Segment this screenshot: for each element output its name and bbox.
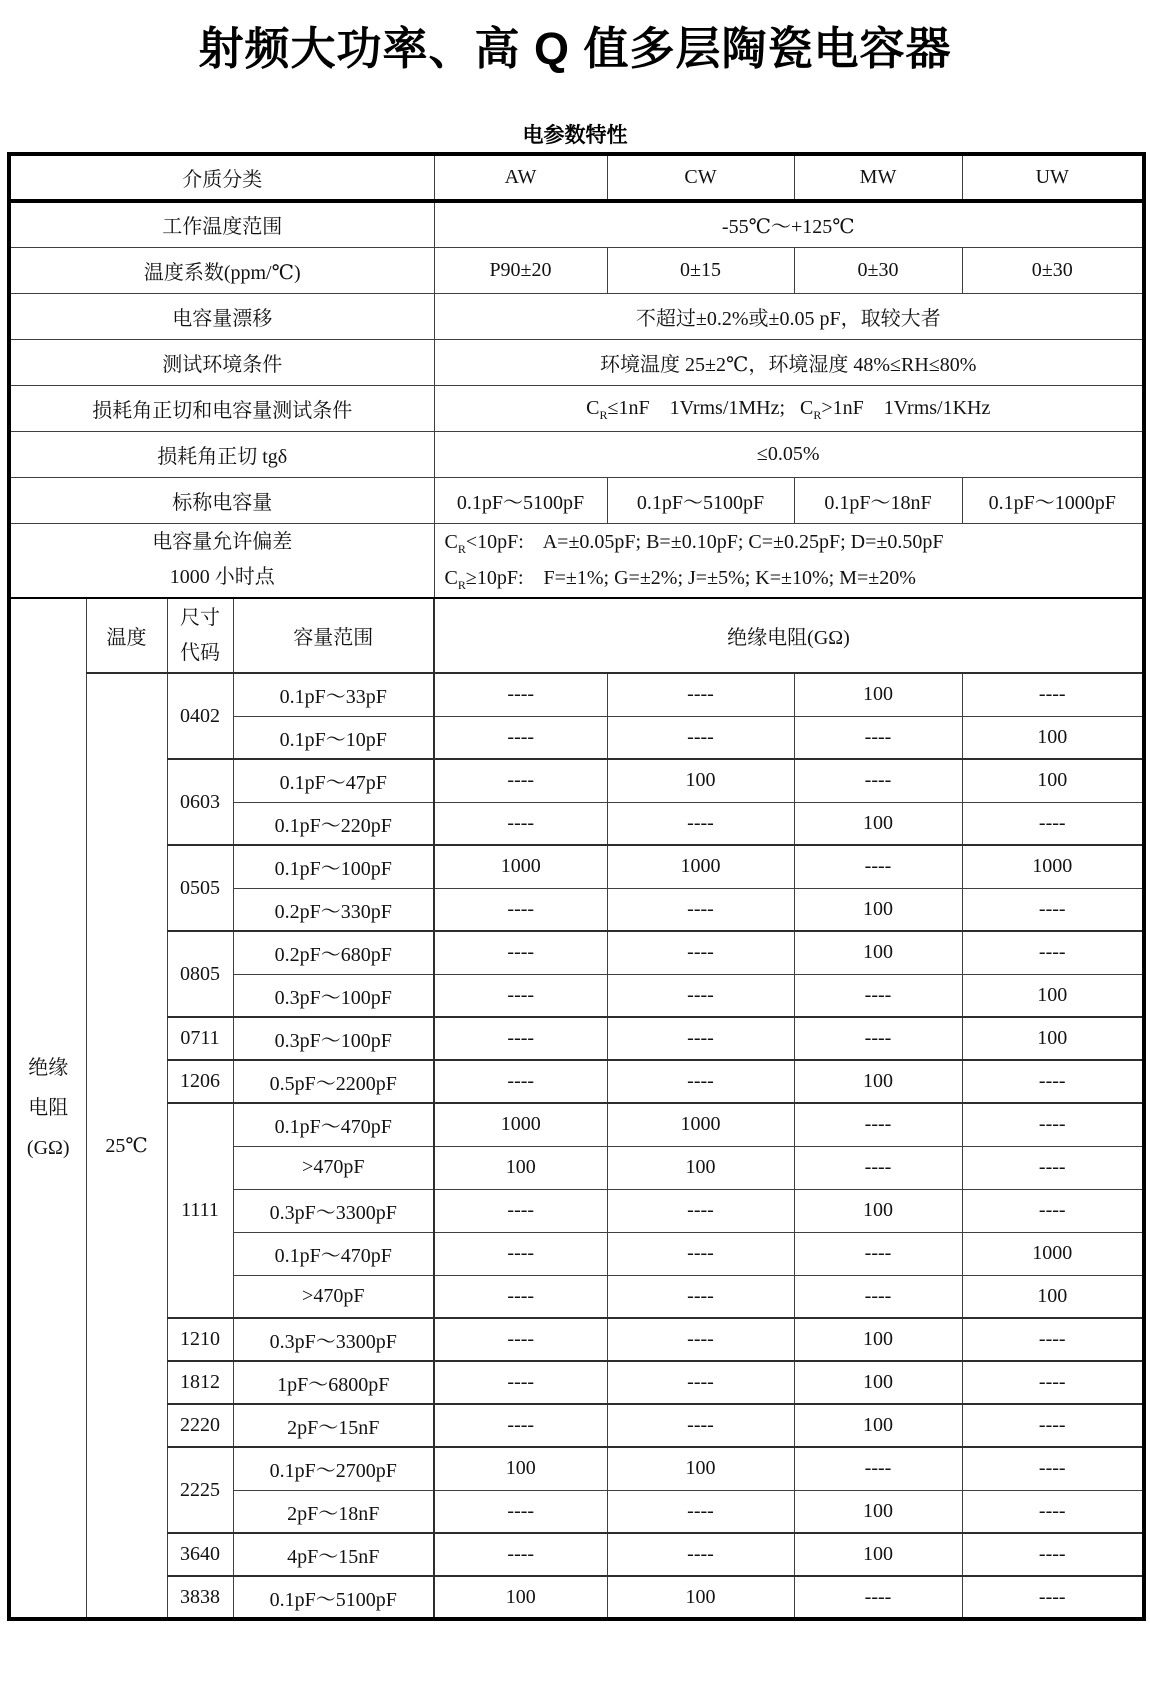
ir-value-cw: ----	[607, 1404, 794, 1447]
ir-row	[9, 1103, 1144, 1146]
size-code-cell: 0805	[167, 931, 233, 1017]
ir-value-aw: ----	[434, 931, 607, 974]
temperature-cell: 25℃	[86, 673, 167, 1619]
ir-value-cw: ----	[607, 931, 794, 974]
ir-value-uw: ----	[962, 1189, 1144, 1232]
dissipation-factor-row	[9, 431, 1144, 477]
ir-value-cw: ----	[607, 1533, 794, 1576]
ir-value-mw: ----	[794, 845, 962, 888]
ir-value-mw: 100	[794, 1533, 962, 1576]
size-code-cell: 1210	[167, 1318, 233, 1361]
nominal-capacitance-cw: 0.1pF～5100pF	[607, 477, 794, 523]
tolerance-value-line2: $C_R\ge 10pF$: F=±1%; G=±2%; J=±5%; K=±10%; M=±20%	[444, 567, 916, 593]
ir-value-mw: 100	[794, 1189, 962, 1232]
ir-value-mw: ----	[794, 1232, 962, 1275]
tolerance-value	[434, 523, 1144, 598]
tolerance-label-line2: 1000 小时点	[169, 566, 275, 589]
ir-value-aw: ----	[434, 1017, 607, 1060]
size-code-cell: 0603	[167, 759, 233, 845]
test-environment-row	[9, 339, 1144, 385]
column-header-aw: AW	[434, 154, 607, 201]
df-test-condition-row	[9, 385, 1144, 431]
nominal-capacitance-mw: 0.1pF～18nF	[794, 477, 962, 523]
operating-temp-row	[9, 201, 1144, 247]
ir-row	[9, 1017, 1144, 1060]
tolerance-label	[9, 523, 434, 598]
capacitance-range-cell: 0.3pF～3300pF	[233, 1189, 434, 1232]
size-code-header-line1: 尺寸	[180, 606, 220, 629]
ir-value-uw: 1000	[962, 845, 1144, 888]
ir-row	[9, 1533, 1144, 1576]
capacitance-range-cell: 0.3pF～100pF	[233, 1017, 434, 1060]
ir-value-uw: ----	[962, 1490, 1144, 1533]
ir-value-cw: ----	[607, 716, 794, 759]
ir-value-mw: ----	[794, 1103, 962, 1146]
ir-value-uw: ----	[962, 802, 1144, 845]
ir-value-cw: ----	[607, 1189, 794, 1232]
ir-value-cw: ----	[607, 974, 794, 1017]
nominal-capacitance-aw: 0.1pF～5100pF	[434, 477, 607, 523]
capacitance-range-cell: 0.1pF～470pF	[233, 1103, 434, 1146]
capacitance-drift-row	[9, 293, 1144, 339]
operating-temp-label: 工作温度范围	[9, 201, 434, 247]
ir-value-mw: 100	[794, 1361, 962, 1404]
size-code-cell: 3838	[167, 1576, 233, 1619]
capacitance-range-cell: 0.1pF～47pF	[233, 759, 434, 802]
ir-value-aw: 1000	[434, 1103, 607, 1146]
ir-value-uw: ----	[962, 673, 1144, 716]
ir-row-group-label-line2: 电阻	[28, 1097, 69, 1119]
ir-value-uw: 100	[962, 1017, 1144, 1060]
capacitance-range-cell: 0.1pF～33pF	[233, 673, 434, 716]
ir-value-mw: 100	[794, 1404, 962, 1447]
ir-value-uw: ----	[962, 1103, 1144, 1146]
ir-value-aw: ----	[434, 1189, 607, 1232]
ir-row	[9, 931, 1144, 974]
ir-value-uw: ----	[962, 1447, 1144, 1490]
ir-value-cw: ----	[607, 1275, 794, 1318]
capacitance-range-cell: 0.2pF～680pF	[233, 931, 434, 974]
ir-header-row	[9, 598, 1144, 673]
dielectric-class-label: 介质分类	[9, 154, 434, 201]
test-environment-label: 测试环境条件	[9, 339, 434, 385]
ir-value-mw: 100	[794, 888, 962, 931]
insulation-resistance-header: 绝缘电阻(GΩ)	[434, 598, 1144, 673]
ir-value-mw: ----	[794, 1447, 962, 1490]
size-code-header	[167, 598, 233, 673]
ir-value-cw: ----	[607, 1490, 794, 1533]
ir-value-cw: ----	[607, 1232, 794, 1275]
temp-coefficient-label: 温度系数(ppm/℃)	[9, 247, 434, 293]
dissipation-factor-value: ≤0.05%	[434, 431, 1144, 477]
tolerance-label-line1: 电容量允许偏差	[152, 531, 293, 554]
capacitance-range-cell: 0.1pF～5100pF	[233, 1576, 434, 1619]
capacitance-range-cell: 0.1pF～100pF	[233, 845, 434, 888]
ir-value-cw: 1000	[607, 1103, 794, 1146]
dissipation-factor-label: 损耗角正切 tgδ	[9, 431, 434, 477]
ir-value-cw: ----	[607, 1060, 794, 1103]
ir-value-aw: ----	[434, 1060, 607, 1103]
ir-value-mw: ----	[794, 1275, 962, 1318]
capacitance-range-cell: >470pF	[233, 1275, 434, 1318]
page-title: 射频大功率、高 Q 值多层陶瓷电容器	[198, 23, 952, 74]
capacitance-range-header: 容量范围	[233, 598, 434, 673]
ir-value-aw: ----	[434, 888, 607, 931]
temp-coefficient-mw: 0±30	[794, 247, 962, 293]
tolerance-row	[9, 523, 1144, 598]
ir-value-uw: ----	[962, 1533, 1144, 1576]
size-code-cell: 2220	[167, 1404, 233, 1447]
ir-row	[9, 1447, 1144, 1490]
df-test-condition-value: $C_R\le 1nF$ 1Vrms/1MHz; $C_R>1nF$ 1Vrms/1KHz	[434, 385, 1144, 431]
ir-value-mw: ----	[794, 759, 962, 802]
ir-value-mw: ----	[794, 716, 962, 759]
temp-coefficient-aw: P90±20	[434, 247, 607, 293]
capacitance-range-cell: 0.1pF～470pF	[233, 1232, 434, 1275]
ir-value-mw: 100	[794, 802, 962, 845]
capacitance-range-cell: 0.3pF～100pF	[233, 974, 434, 1017]
nominal-capacitance-label: 标称电容量	[9, 477, 434, 523]
dielectric-class-row	[9, 154, 1144, 201]
ir-row	[9, 1060, 1144, 1103]
tolerance-value-line1: $C_R<10pF$: A=±0.05pF; B=±0.10pF; C=±0.25pF; D=±0.50pF	[444, 531, 944, 557]
size-code-cell: 2225	[167, 1447, 233, 1533]
ir-row	[9, 1318, 1144, 1361]
ir-value-mw: 100	[794, 1060, 962, 1103]
size-code-cell: 0711	[167, 1017, 233, 1060]
ir-value-aw: 1000	[434, 845, 607, 888]
ir-value-aw: ----	[434, 759, 607, 802]
ir-value-aw: ----	[434, 974, 607, 1017]
ir-value-aw: ----	[434, 673, 607, 716]
size-code-cell: 1206	[167, 1060, 233, 1103]
ir-value-mw: 100	[794, 931, 962, 974]
ir-value-mw: ----	[794, 1146, 962, 1189]
ir-value-cw: 100	[607, 1447, 794, 1490]
ir-value-mw: ----	[794, 1576, 962, 1619]
column-header-cw: CW	[607, 154, 794, 201]
size-code-cell: 3640	[167, 1533, 233, 1576]
ir-row	[9, 1404, 1144, 1447]
capacitance-range-cell: 0.1pF～10pF	[233, 716, 434, 759]
capacitance-range-cell: 0.3pF～3300pF	[233, 1318, 434, 1361]
ir-value-cw: ----	[607, 1361, 794, 1404]
ir-value-mw: ----	[794, 974, 962, 1017]
ir-value-uw: 1000	[962, 1232, 1144, 1275]
ir-value-cw: ----	[607, 1318, 794, 1361]
capacitance-range-cell: 1pF～6800pF	[233, 1361, 434, 1404]
ir-value-uw: 100	[962, 716, 1144, 759]
ir-value-aw: ----	[434, 1533, 607, 1576]
df-test-condition-label: 损耗角正切和电容量测试条件	[9, 385, 434, 431]
capacitance-drift-value: 不超过±0.2%或±0.05 pF，取较大者	[434, 293, 1144, 339]
ir-value-mw: ----	[794, 1017, 962, 1060]
ir-value-aw: ----	[434, 1275, 607, 1318]
column-header-mw: MW	[794, 154, 962, 201]
temperature-header: 温度	[86, 598, 167, 673]
nominal-capacitance-row	[9, 477, 1144, 523]
ir-row-group-label-line1: 绝缘	[28, 1057, 69, 1079]
ir-value-uw: ----	[962, 1060, 1144, 1103]
column-header-uw: UW	[962, 154, 1144, 201]
ir-value-uw: ----	[962, 1404, 1144, 1447]
ir-value-uw: ----	[962, 1361, 1144, 1404]
ir-value-aw: 100	[434, 1447, 607, 1490]
capacitance-range-cell: 4pF～15nF	[233, 1533, 434, 1576]
capacitance-range-cell: 0.1pF～220pF	[233, 802, 434, 845]
ir-value-uw: 100	[962, 759, 1144, 802]
capacitance-range-cell: 2pF～18nF	[233, 1490, 434, 1533]
ir-row	[9, 1361, 1144, 1404]
ir-value-cw: ----	[607, 673, 794, 716]
operating-temp-value: -55℃～+125℃	[434, 201, 1144, 247]
ir-row-group-label	[9, 598, 86, 1619]
ir-row	[9, 673, 1144, 716]
ir-value-aw: ----	[434, 1490, 607, 1533]
ir-value-aw: 100	[434, 1576, 607, 1619]
capacitance-range-cell: 2pF～15nF	[233, 1404, 434, 1447]
capacitance-range-cell: 0.5pF～2200pF	[233, 1060, 434, 1103]
temp-coefficient-row	[9, 247, 1144, 293]
capacitance-range-cell: 0.1pF～2700pF	[233, 1447, 434, 1490]
ir-value-uw: 100	[962, 974, 1144, 1017]
ir-value-cw: ----	[607, 802, 794, 845]
ir-value-aw: ----	[434, 716, 607, 759]
ir-row	[9, 759, 1144, 802]
spec-table	[7, 152, 1146, 1621]
ir-value-aw: ----	[434, 1404, 607, 1447]
ir-value-cw: 100	[607, 1576, 794, 1619]
size-code-cell: 1812	[167, 1361, 233, 1404]
ir-value-aw: ----	[434, 1232, 607, 1275]
ir-row	[9, 1576, 1144, 1619]
size-code-cell: 1111	[167, 1103, 233, 1318]
capacitance-range-cell: 0.2pF～330pF	[233, 888, 434, 931]
ir-value-cw: 1000	[607, 845, 794, 888]
ir-value-mw: 100	[794, 673, 962, 716]
ir-value-cw: ----	[607, 888, 794, 931]
ir-value-aw: ----	[434, 1361, 607, 1404]
size-code-cell: 0505	[167, 845, 233, 931]
temp-coefficient-uw: 0±30	[962, 247, 1144, 293]
size-code-header-line2: 代码	[180, 641, 220, 664]
ir-value-aw: ----	[434, 802, 607, 845]
ir-value-cw: 100	[607, 1146, 794, 1189]
ir-row	[9, 845, 1144, 888]
ir-value-uw: ----	[962, 1576, 1144, 1619]
capacitance-range-cell: >470pF	[233, 1146, 434, 1189]
test-environment-value: 环境温度 25±2℃，环境湿度 48%≤RH≤80%	[434, 339, 1144, 385]
ir-value-aw: ----	[434, 1318, 607, 1361]
ir-value-mw: 100	[794, 1490, 962, 1533]
ir-value-uw: ----	[962, 1146, 1144, 1189]
ir-row-group-label-line3: (GΩ)	[26, 1137, 70, 1159]
temp-coefficient-cw: 0±15	[607, 247, 794, 293]
ir-value-aw: 100	[434, 1146, 607, 1189]
ir-value-cw: ----	[607, 1017, 794, 1060]
section-title: 电参数特性	[522, 124, 628, 147]
size-code-cell: 0402	[167, 673, 233, 759]
capacitance-drift-label: 电容量漂移	[9, 293, 434, 339]
ir-value-uw: ----	[962, 1318, 1144, 1361]
ir-value-mw: 100	[794, 1318, 962, 1361]
ir-value-cw: 100	[607, 759, 794, 802]
ir-value-uw: ----	[962, 888, 1144, 931]
ir-value-uw: ----	[962, 931, 1144, 974]
ir-value-uw: 100	[962, 1275, 1144, 1318]
nominal-capacitance-uw: 0.1pF～1000pF	[962, 477, 1144, 523]
